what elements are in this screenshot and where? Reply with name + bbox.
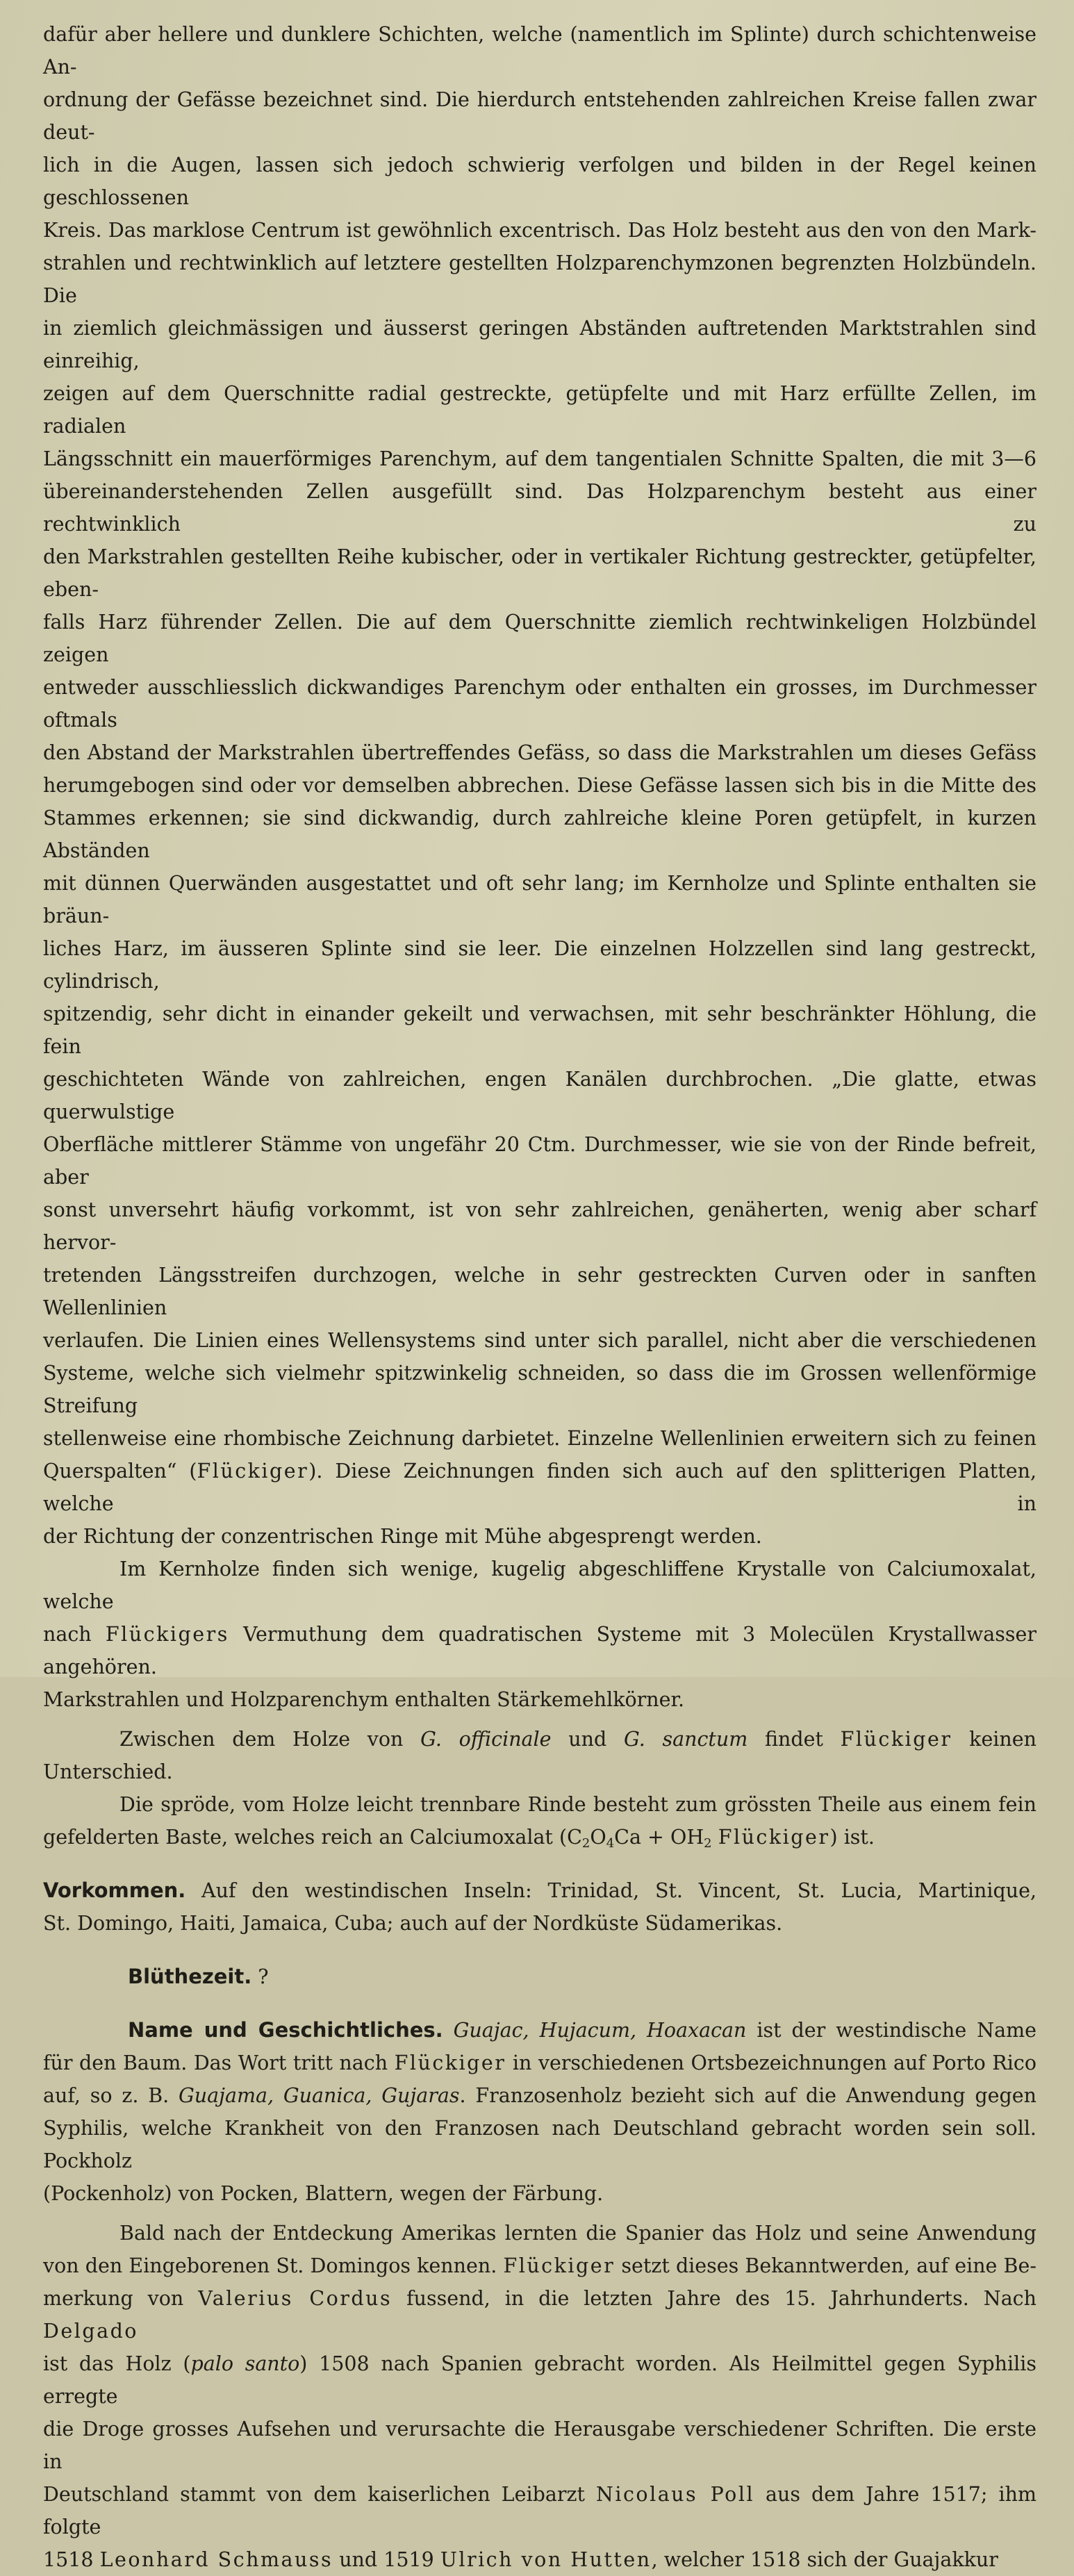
page-content bbox=[43, 18, 1036, 2576]
paragraph-p4 bbox=[43, 1788, 1036, 1853]
history-paragraph bbox=[43, 2217, 1036, 2576]
p1-line-25: stellenweise eine rhombische Zeichnung darbietet. Einzelne Wellenlinien erweitern sich zu feinen bbox=[43, 1427, 1036, 1450]
heading-bluethezeit: Blüthezeit. bbox=[128, 1965, 252, 1988]
p1-line-18: spitzendig, sehr dicht in einander gekeilt und verwachsen, mit sehr beschränkter Höhlung, die fein bbox=[43, 1002, 1036, 1058]
history-line-4: ist das Holz (palo santo) 1508 nach Spanien gebracht worden. Als Heilmittel gegen Syphilis erregte bbox=[43, 2352, 1036, 2408]
paragraph-p2 bbox=[43, 1553, 1036, 1716]
history-line-6: Deutschland stammt von dem kaiserlichen Leibarzt Nicolaus Poll aus dem Jahre 1517; ihm folgte bbox=[43, 2483, 1036, 2538]
history-line-1: Bald nach der Entdeckung Amerikas lernten die Spanier das Holz und seine Anwendung bbox=[119, 2222, 1036, 2245]
p1-line-27: der Richtung der conzentrischen Ringe mit Mühe abgesprengt werden. bbox=[43, 1525, 762, 1548]
paragraph-anatomy bbox=[43, 18, 1036, 1853]
p1-line-10: den Markstrahlen gestellten Reihe kubischer, oder in vertikaler Richtung gestreckter, getüpfelter, eben- bbox=[43, 545, 1036, 601]
p1-line-17: liches Harz, im äusseren Splinte sind sie leer. Die einzelnen Holzzellen sind lang gestreckt, cylindrisch, bbox=[43, 937, 1036, 993]
history-line-2: von den Eingeborenen St. Domingos kennen. Flückiger setzt dieses Bekanntwerden, auf eine Be- bbox=[43, 2254, 1036, 2277]
p1-line-15: Stammes erkennen; sie sind dickwandig, durch zahlreiche kleine Poren getüpfelt, in kurzen Abständen bbox=[43, 807, 1036, 862]
name-line-3: Syphilis, welche Krankheit von den Franzosen nach Deutschland gebracht worden sein soll. Pockholz bbox=[43, 2117, 1036, 2172]
p2-line-1: Im Kernholze finden sich wenige, kugelig abgeschliffene Krystalle von Calciumoxalat, welche bbox=[43, 1558, 1036, 1613]
history-line-7: 1518 Leonhard Schmauss und 1519 Ulrich von Hutten, welcher 1518 sich der Guajakkur bbox=[43, 2548, 998, 2571]
heading-name-geschichtliches: Name und Geschichtliches. bbox=[128, 2018, 443, 2042]
p1-line-24: Systeme, welche sich vielmehr spitzwinkelig schneiden, so dass die im Grossen wellenförmige Streifung bbox=[43, 1362, 1036, 1417]
bluethezeit-value: ? bbox=[258, 1965, 269, 1988]
p1-line-11: falls Harz führender Zellen. Die auf dem Querschnitte ziemlich rechtwinkeligen Holzbündel zeigen bbox=[43, 611, 1036, 666]
p1-line-7: zeigen auf dem Querschnitte radial gestreckte, getüpfelte und mit Harz erfüllte Zellen, im radialen bbox=[43, 382, 1036, 438]
p1-line-22: tretenden Längsstreifen durchzogen, welche in sehr gestreckten Curven oder in sanften Wellenlinien bbox=[43, 1264, 1036, 1319]
p2-line-3: Markstrahlen und Holzparenchym enthalten Stärkemehlkörner. bbox=[43, 1688, 685, 1711]
p1-line-23: verlaufen. Die Linien eines Wellensystems sind unter sich parallel, nicht aber die verschiedenen bbox=[43, 1329, 1036, 1352]
p1-line-5: strahlen und rechtwinklich auf letztere gestellten Holzparenchymzonen begrenzten Holzbündeln. Die bbox=[43, 251, 1036, 307]
p4-line-1: Die spröde, vom Holze leicht trennbare Rinde besteht zum grössten Theile aus einem fein bbox=[119, 1793, 1036, 1816]
p1-line-21: sonst unversehrt häufig vorkommt, ist von sehr zahlreichen, genäherten, wenig aber scharf hervor- bbox=[43, 1198, 1036, 1254]
vorkommen-line-2: St. Domingo, Haiti, Jamaica, Cuba; auch auf der Nordküste Südamerikas. bbox=[43, 1912, 783, 1935]
p1-line-19: geschichteten Wände von zahlreichen, engen Kanälen durchbrochen. „Die glatte, etwas querwulstige bbox=[43, 1068, 1036, 1123]
paragraph-p1 bbox=[43, 18, 1036, 1553]
name-line-1: für den Baum. Das Wort tritt nach Flückiger in verschiedenen Ortsbezeichnungen auf Porto Rico bbox=[43, 2051, 1036, 2074]
p3-line-1: Zwischen dem Holze von G. officinale und G. sanctum findet Flückiger keinen Unterschied. bbox=[43, 1728, 1037, 1783]
p1-line-26: Querspalten“ (Flückiger). Diese Zeichnungen finden sich auch auf den splitterigen Platten, welche in bbox=[43, 1460, 1036, 1515]
p1-line-9: übereinanderstehenden Zellen ausgefüllt sind. Das Holzparenchym besteht aus einer rechtwinklich zu bbox=[43, 480, 1036, 536]
p1-line-8: Längsschnitt ein mauerförmiges Parenchym, auf dem tangentialen Schnitte Spalten, die mit 3—6 bbox=[43, 447, 1036, 470]
heading-vorkommen: Vorkommen. bbox=[43, 1879, 186, 1902]
vorkommen-line-1: Vorkommen. Auf den westindischen Inseln: Trinidad, St. Vincent, St. Lucia, Martinique, bbox=[43, 1879, 1037, 1902]
p1-line-3: lich in die Augen, lassen sich jedoch schwierig verfolgen und bilden in der Regel keinen geschlossenen bbox=[43, 154, 1036, 209]
p1-line-1: dafür aber hellere und dunklere Schichten, welche (namentlich im Splinte) durch schichtenweise An- bbox=[43, 23, 1036, 79]
name-paragraph bbox=[43, 2047, 1036, 2210]
p4-line-2: gefelderten Baste, welches reich an Calciumoxalat ($C_2O_4Ca + OH_2$ Flückiger) ist. bbox=[43, 1826, 875, 1851]
p1-line-12: entweder ausschliesslich dickwandiges Parenchym oder enthalten ein grosses, im Durchmesser oftmals bbox=[43, 676, 1036, 732]
p1-line-13: den Abstand der Markstrahlen übertreffendes Gefäss, so dass die Markstrahlen um dieses Gefäss bbox=[43, 741, 1036, 764]
p1-line-20: Oberfläche mittlerer Stämme von ungefähr 20 Ctm. Durchmesser, wie sie von der Rinde befreit, aber bbox=[43, 1133, 1036, 1189]
bluethezeit-line bbox=[43, 1960, 1036, 1993]
p1-line-14: herumgebogen sind oder vor demselben abbrechen. Diese Gefässe lassen sich bis in die Mitte des bbox=[43, 774, 1036, 797]
p1-line-16: mit dünnen Querwänden ausgestattet und oft sehr lang; im Kernholze und Splinte enthalten sie bräun- bbox=[43, 872, 1036, 927]
p1-line-2: ordnung der Gefässe bezeichnet sind. Die hierdurch entstehenden zahlreichen Kreise fallen zwar deut- bbox=[43, 88, 1036, 144]
p1-line-6: in ziemlich gleichmässigen und äusserst geringen Abständen auftretenden Marktstrahlen sind einreihig, bbox=[43, 317, 1036, 372]
name-line-2: auf, so z. B. Guajama, Guanica, Gujaras. Franzosenholz bezieht sich auf die Anwendung gegen bbox=[43, 2084, 1036, 2107]
p2-line-2: nach Flückigers Vermuthung dem quadratischen Systeme mit 3 Molecülen Krystallwasser angehören. bbox=[43, 1623, 1036, 1678]
paragraph-p3 bbox=[43, 1723, 1036, 1788]
name-line-4: (Pockenholz) von Pocken, Blattern, wegen der Färbung. bbox=[43, 2182, 604, 2205]
name-line-1: Name und Geschichtliches. Guajac, Hujacum, Hoaxacan ist der westindische Name bbox=[128, 2018, 1037, 2042]
p1-line-4: Kreis. Das marklose Centrum ist gewöhnlich excentrisch. Das Holz besteht aus den von den Mark- bbox=[43, 219, 1036, 242]
history-line-3: merkung von Valerius Cordus fussend, in die letzten Jahre des 15. Jahrhunderts. Nach Delgado bbox=[43, 2287, 1036, 2343]
history-line-5: die Droge grosses Aufsehen und verursachte die Herausgabe verschiedener Schriften. Die erste in bbox=[43, 2418, 1036, 2473]
